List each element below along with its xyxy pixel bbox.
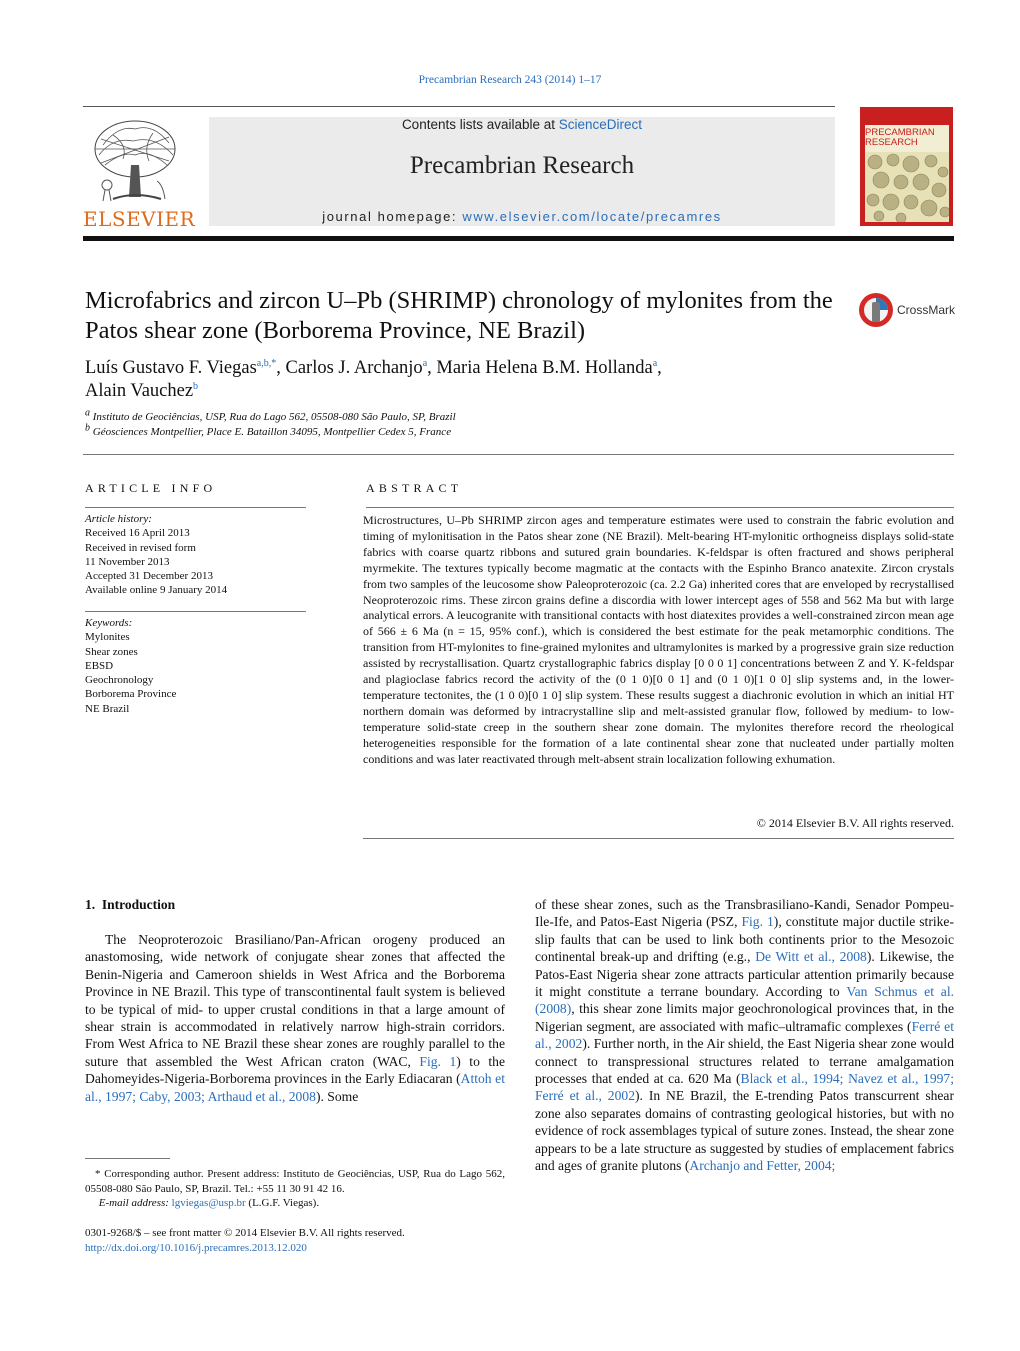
affiliation-b	[85, 422, 452, 438]
citation-link[interactable]: Archanjo and Fetter, 2004;	[689, 1158, 836, 1174]
article-title: Microfabrics and zircon U–Pb (SHRIMP) chronology of mylonites from the Patos shear zone (Borborema Province, NE Brazil)	[85, 287, 833, 344]
affiliation-key: b	[85, 422, 90, 434]
body-text: ). In NE Brazil, the E-trending Patos transcurrent shear zone also separates domains of contrasting geological histories, but with no evidence of rock assemblages typical of suture zones. Instead, the shear zone appears to be a late structure as suggested by studies of emplacement fabrics and ages of granite plutons (	[535, 1088, 954, 1174]
header-thick-rule	[83, 236, 954, 241]
history-label: Article history:	[85, 513, 152, 525]
body-text: ), constitute major ductile strike-slip faults that can be used to link both continents prior to the Mesozoic continental break-up and drifting (e.g.,	[535, 914, 954, 965]
issn-line: 0301-9268/$ – see front matter © 2014 Elsevier B.V. All rights reserved.	[85, 1227, 405, 1239]
history-item: Available online 9 January 2014	[85, 584, 228, 597]
abstract-divider	[366, 507, 954, 508]
footnote-divider	[85, 1158, 170, 1159]
author-name[interactable]: Luís Gustavo F. Viegas	[85, 358, 257, 378]
author-affiliation-sup[interactable]: a	[652, 357, 658, 369]
abstract-heading: ABSTRACT	[366, 481, 463, 495]
corresponding-author-footnote	[85, 1167, 505, 1211]
keyword: Geochronology	[85, 674, 154, 687]
affiliation-a	[85, 407, 456, 423]
citation-link[interactable]: Attoh et al., 1997; Caby, 2003; Arthaud et al., 2008	[85, 1071, 505, 1104]
contents-prefix: Contents lists available at	[401, 117, 559, 132]
keyword: Borborema Province	[85, 688, 177, 701]
body-text: ). Likewise, the Patos-East Nigeria shear zone attracts particular attention primarily because it might constitute a terrane boundary. According to	[535, 949, 955, 1000]
elsevier-tree-icon	[83, 115, 187, 211]
homepage-link[interactable]: www.elsevier.com/locate/precamres	[462, 209, 722, 224]
article-info-divider	[85, 507, 306, 508]
keywords	[85, 616, 306, 716]
citation-link[interactable]: Van Schmus et al. (2008)	[535, 984, 955, 1017]
figure-link[interactable]: Fig. 1	[419, 1053, 457, 1069]
author-affiliation-sup[interactable]: a	[422, 357, 428, 369]
abstract-copyright: © 2014 Elsevier B.V. All rights reserved.	[756, 816, 954, 830]
affiliation-key: a	[85, 407, 90, 419]
keyword: Mylonites	[85, 631, 130, 644]
history-item: Received 16 April 2013	[85, 527, 190, 540]
keyword: EBSD	[85, 659, 114, 672]
header-divider	[83, 106, 835, 107]
history-item: Accepted 31 December 2013	[85, 570, 213, 583]
cover-title-line-2: RESEARCH	[865, 137, 918, 148]
doi-link[interactable]: http://dx.doi.org/10.1016/j.precamres.2013.12.020	[85, 1241, 307, 1254]
section-heading	[85, 897, 175, 913]
body-text: ). Some	[315, 1088, 359, 1104]
author-affiliation-sup[interactable]: b	[193, 380, 199, 392]
contents-line	[209, 117, 835, 132]
footnote-text: Corresponding author. Present address: Instituto de Geociências, USP, Rua do Lago 562, 05508-080 São Paulo, SP, Brazil. Tel.: +55 11 30 91 42 16.	[85, 1168, 505, 1195]
journal-homepage-line	[209, 209, 835, 224]
keyword: Shear zones	[85, 645, 138, 658]
section-number: 1.	[85, 897, 96, 912]
author-name[interactable]: Maria Helena B.M. Hollanda	[436, 358, 653, 378]
elsevier-wordmark: ELSEVIER	[83, 207, 196, 231]
abstract-bottom-divider	[363, 838, 954, 839]
body-text: ) to the Dahomeyides-Nigeria-Borborema provinces in the Early Ediacaran (	[85, 1053, 505, 1087]
article-info-heading: ARTICLE INFO	[85, 481, 217, 495]
author-list: Luís Gustavo F. Viegas$^{a,b,*}$, Carlos J. Archanjo$^a$, Maria Helena B.M. Hollanda$^a$, Alain Vauchez$^b$	[85, 357, 662, 401]
keyword: NE Brazil	[85, 702, 130, 715]
body-text: ). Further north, in the Air shield, the East Nigeria shear zone would connect to transpressional structures related to terrane amalgamation processes that ended at ca. 620 Ma (	[535, 1036, 954, 1087]
keywords-label: Keywords:	[85, 617, 133, 629]
email-link[interactable]: lgviegas@usp.br	[171, 1197, 246, 1209]
front-matter	[85, 1226, 505, 1255]
email-label: E-mail address:	[98, 1197, 169, 1209]
author-name[interactable]: Alain Vauchez	[85, 381, 194, 401]
citation-link[interactable]: Ferré et al., 2002	[535, 1018, 954, 1052]
author-affiliation-sup[interactable]: a,b,*	[256, 357, 277, 369]
body-text: The Neoproterozoic Brasiliano/Pan-African orogeny produced an anastomosing, wide network of conjugate shear zones that affected the Benin-Nigeria and Cameroon shields in West Africa and the Borborema Province in NE Brazil. This type of transcontinental fault system is believed to be typical of mid- to upper crustal conditions in that a large amount of shear strain is accommodated in relatively narrow high-strain corridors. From West Africa to NE Brazil these shear zones are roughly parallel to the suture that assembled the West African craton (WAC,	[85, 932, 505, 1069]
homepage-prefix: journal homepage:	[322, 209, 463, 224]
cover-title	[865, 128, 949, 148]
citation-link[interactable]: De Witt et al., 2008	[755, 949, 867, 965]
affiliation-text: Instituto de Geociências, USP, Rua do Lago 562, 05508-080 São Paulo, SP, Brazil	[92, 411, 456, 423]
journal-title: Precambrian Research	[409, 152, 635, 179]
journal-reference-link[interactable]: Precambrian Research 243 (2014) 1–17	[418, 74, 602, 86]
history-item: 11 November 2013	[85, 555, 170, 568]
sciencedirect-link[interactable]: ScienceDirect	[558, 117, 643, 132]
footnote-marker: *	[95, 1168, 101, 1180]
affiliation-divider	[83, 454, 954, 455]
crossmark-label[interactable]: CrossMark	[897, 303, 956, 317]
history-item: Received in revised form	[85, 541, 196, 554]
body-text: of these shear zones, such as the Transbrasiliano-Kandi, Senador Pompeu-Ile-Ife, and Patos-East Nigeria (PSZ,	[535, 897, 954, 930]
cover-title-line-1: PRECAMBRIAN	[865, 127, 935, 138]
author-name[interactable]: Carlos J. Archanjo	[285, 358, 423, 378]
keywords-divider	[85, 611, 306, 612]
affiliation-text: Géosciences Montpellier, Place E. Bataillon 34095, Montpellier Cedex 5, France	[92, 426, 452, 438]
section-title: Introduction	[101, 897, 176, 912]
figure-link[interactable]: Fig. 1	[741, 914, 774, 930]
email-suffix: (L.G.F. Viegas).	[248, 1197, 320, 1209]
cover-micrograph-image	[865, 152, 949, 222]
intro-column-2	[535, 896, 954, 1175]
article-history	[85, 512, 306, 598]
body-text: , this shear zone limits major geochronological provinces that, in the Nigerian segment, are associated with mafic–ultramafic complexes (	[535, 1001, 954, 1034]
intro-paragraph-1	[85, 931, 505, 1105]
citation-link[interactable]: Black et al., 1994; Navez et al., 1997; Ferré et al., 2002	[535, 1071, 954, 1104]
abstract-text: Microstructures, U–Pb SHRIMP zircon ages and temperature estimates were used to constrain the fabric evolution and timing of mylonitisation in the Patos shear zone (NE Brazil). Melt-bearing HT-mylonitic orthogneiss displays solid-state fabrics with coarse quartz ribbons and sutured grain boundaries. K-feldspar is often fractured and shows peripheral myrmekite. The textures typically become magmatic at the contacts with the Espinho Branco anatexite. Zircon crystals from two samples of the leucosome show Paleoproterozoic (ca. 2.2 Ga) inherited cores that are enveloped by recrystallised Neoproterozoic rims. These zircon grains define a discordia with lower intercept ages of 558 and 562 Ma but with large analytical errors. A leucogranite with transitional contacts with host diatexites provides a well-constrained zircon mean age of 566 ± 6 Ma (n = 15, 95% conf.), which is considered the best estimate for the peak metamorphic conditions. The transition from HT-mylonites to fine-grained mylonites and ultramylonites is marked by a progressive grain size reduction assisted by recrystallisation. Quartz crystallographic fabrics display [0 0 0 1] concentrations between Z and Y. K-feldspar and plagioclase fabrics record the activity of the (0 1 0)[0 0 1] and (0 1 0)[1 0 0] slip systems and, in the lower-temperature tectonites, the (1 0 0)[0 1 0] slip system. These results suggest a diachronic evolution in which an initial HT northern domain was deformed by intracrystalline slip and melt-assisted granular flow, followed by medium- to low-temperature solid-state creep in the southern shear zone domain. The mylonites therefore record the rheological heterogeneities responsible for the formation of a late continental shear zone that nucleated under partially molten conditions and was later reactivated through melt-absent strain localization following exhumation.	[363, 513, 954, 766]
